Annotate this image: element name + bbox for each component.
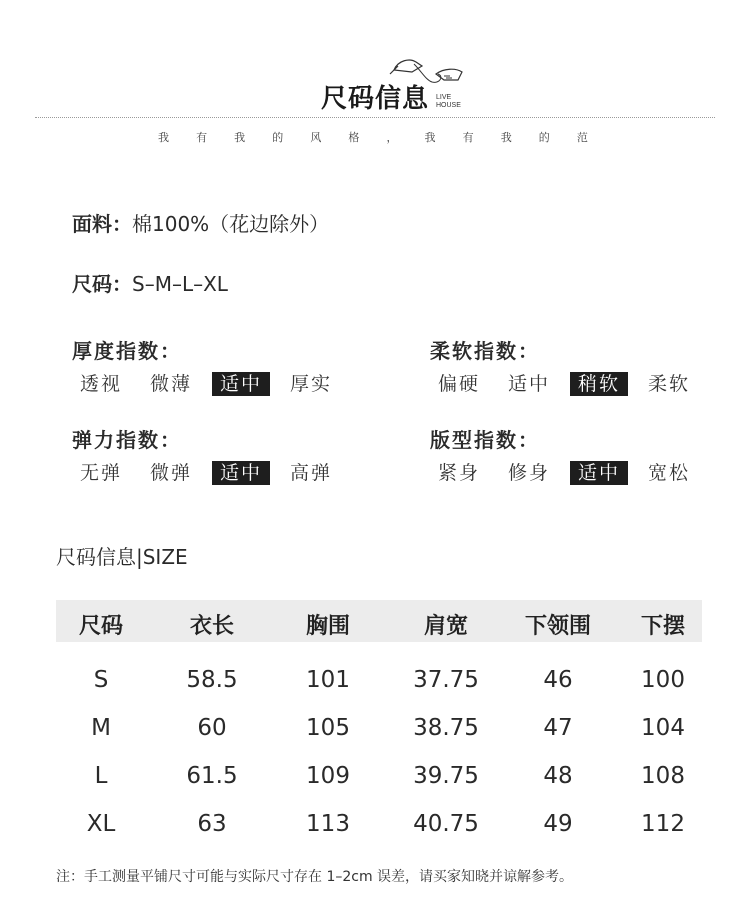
live-house-logo: LIVE HOUSE xyxy=(436,94,461,109)
table-row xyxy=(56,704,702,752)
slogan xyxy=(158,129,588,145)
softness-option: 柔软 xyxy=(647,373,690,395)
fit-index-title: 版型指数： xyxy=(430,428,540,452)
size-line xyxy=(72,268,228,297)
thickness-index xyxy=(72,335,352,396)
page-title: 尺码信息 xyxy=(320,84,429,114)
measurement-note: 注：手工测量平铺尺寸可能与实际尺寸存在 1–2cm 误差，请买家知晓并谅解参考。 xyxy=(56,869,574,885)
header-chest: 胸围 xyxy=(305,614,351,639)
table-cell: 37.75 xyxy=(413,667,479,693)
softness-option: 偏硬 xyxy=(437,373,480,395)
fabric-label: 面料： xyxy=(72,212,132,236)
header-size: 尺码 xyxy=(78,614,124,639)
fabric-value: 棉100%（花边除外） xyxy=(132,212,330,236)
table-cell: 40.75 xyxy=(413,811,479,837)
table-cell: 61.5 xyxy=(186,763,238,789)
header-length: 衣长 xyxy=(189,614,235,639)
dotted-divider xyxy=(35,117,715,118)
fit-option: 紧身 xyxy=(437,462,480,484)
fit-option: 修身 xyxy=(507,462,550,484)
thickness-option: 微薄 xyxy=(149,373,192,395)
table-cell: 100 xyxy=(641,667,685,693)
size-table-header xyxy=(56,600,702,642)
slogan-char: 的 xyxy=(272,131,284,144)
table-cell: S xyxy=(93,667,109,693)
softness-index xyxy=(430,335,710,396)
elasticity-index-options xyxy=(72,461,352,485)
fit-index xyxy=(430,424,710,485)
thickness-option: 适中 xyxy=(212,372,270,396)
slogan-char: 有 xyxy=(462,131,474,144)
slogan-char: 风 xyxy=(310,131,322,144)
table-cell: 109 xyxy=(306,763,350,789)
table-cell: 46 xyxy=(543,667,573,693)
table-cell: 112 xyxy=(641,811,685,837)
elasticity-option: 适中 xyxy=(212,461,270,485)
table-cell: 48 xyxy=(543,763,573,789)
table-cell: 63 xyxy=(197,811,227,837)
elasticity-index-title: 弹力指数： xyxy=(72,428,182,452)
table-cell: XL xyxy=(86,811,116,837)
size-label: 尺码： xyxy=(72,272,132,296)
table-cell: 113 xyxy=(306,811,350,837)
table-cell: 105 xyxy=(306,715,350,741)
table-cell: 39.75 xyxy=(413,763,479,789)
table-cell: 108 xyxy=(641,763,685,789)
fit-index-options xyxy=(430,461,710,485)
table-cell: 58.5 xyxy=(186,667,238,693)
softness-option: 稍软 xyxy=(570,372,628,396)
header-shoulder: 肩宽 xyxy=(423,614,469,639)
slogan-char: 我 xyxy=(158,131,169,144)
table-cell: 49 xyxy=(543,811,573,837)
size-table-title: 尺码信息|SIZE xyxy=(56,545,188,569)
softness-index-title: 柔软指数： xyxy=(430,339,540,363)
fit-option: 宽松 xyxy=(647,462,690,484)
table-cell: 38.75 xyxy=(413,715,479,741)
softness-index-options xyxy=(430,372,710,396)
elasticity-option: 微弹 xyxy=(149,462,192,484)
slogan-char: 范 xyxy=(576,131,588,144)
table-row xyxy=(56,800,702,848)
size-value: S–M–L–XL xyxy=(132,272,228,296)
table-cell: 101 xyxy=(306,667,350,693)
header-neck: 下领围 xyxy=(524,614,592,639)
table-cell: L xyxy=(94,763,108,789)
header-hem: 下摆 xyxy=(640,614,686,639)
elasticity-option: 高弹 xyxy=(289,462,332,484)
slogan-char: 有 xyxy=(196,131,208,144)
table-cell: M xyxy=(91,715,111,741)
table-cell: 104 xyxy=(641,715,685,741)
elasticity-index xyxy=(72,424,352,485)
table-row xyxy=(56,656,702,704)
slogan-char: 我 xyxy=(500,131,512,144)
elasticity-option: 无弹 xyxy=(79,462,122,484)
softness-option: 适中 xyxy=(507,373,550,395)
slogan-char: ， xyxy=(386,131,398,144)
fit-option: 适中 xyxy=(570,461,628,485)
thickness-index-options xyxy=(72,372,352,396)
thickness-option: 透视 xyxy=(79,373,122,395)
thickness-option: 厚实 xyxy=(289,373,332,395)
thickness-index-title: 厚度指数： xyxy=(72,339,182,363)
slogan-char: 我 xyxy=(234,131,246,144)
slogan-char: 格 xyxy=(348,131,360,144)
fabric-line xyxy=(72,208,329,237)
slogan-char: 我 xyxy=(424,131,436,144)
table-cell: 60 xyxy=(197,715,227,741)
table-cell: 47 xyxy=(543,715,573,741)
slogan-char: 的 xyxy=(538,131,550,144)
table-row xyxy=(56,752,702,800)
